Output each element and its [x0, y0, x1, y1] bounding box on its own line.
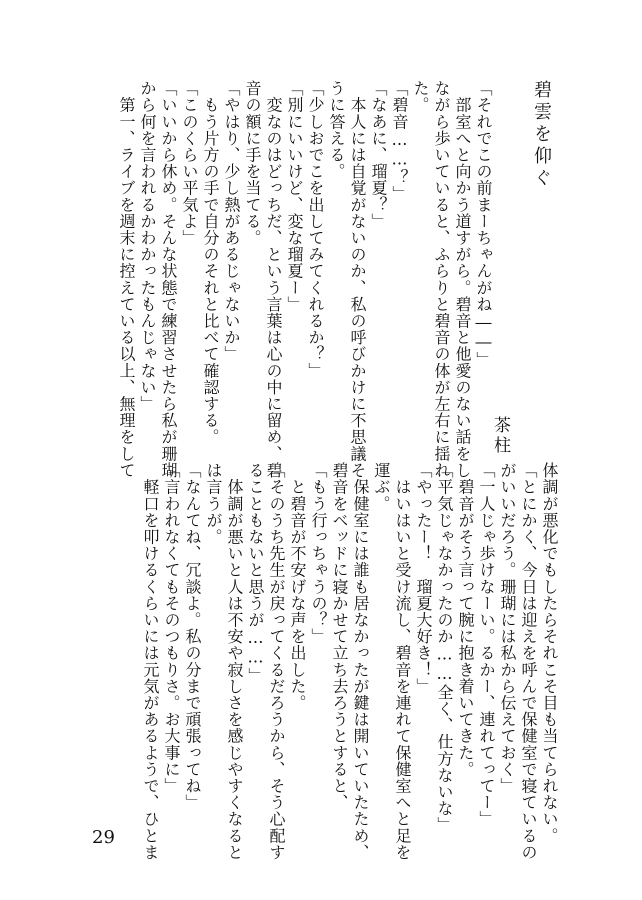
text-line: は言うが。	[204, 462, 223, 545]
text-line: 「そのうち先生が戻ってくるだろうから、そう心配す	[267, 462, 286, 861]
text-line: 運ぶ。	[372, 462, 391, 512]
text-line: はいはいと受け流し、碧音を連れて保健室へと足を	[393, 462, 412, 861]
text-line: 保健室には誰も居なかったが鍵は開いていたため、	[351, 462, 370, 861]
text-line: から何を言われるかわかったもんじゃない」	[138, 80, 157, 412]
text-line: 体調が悪いと人は不安や寂しさを感じやすくなると	[225, 462, 244, 861]
text-line: 部室へと向かう道すがら。碧音と他愛のない話をし	[453, 80, 472, 479]
upper-text-block	[96, 80, 494, 479]
page-number: 29	[92, 827, 115, 848]
text-line: た。	[411, 80, 430, 114]
author-name: 茶柱	[490, 416, 510, 456]
text-line: ながら歩いていると、ふらりと碧音の体が左右に揺れ	[432, 80, 451, 479]
text-line: 第一、ライブを週末に控えている以上、無理をして	[117, 80, 136, 479]
text-line: 「もう行っちゃうの？」	[309, 462, 328, 645]
text-line: もう片方の手で自分のそれと比べて確認する。	[201, 80, 220, 446]
text-line: 「言われなくてもそのつもりさ。お大事に」	[162, 462, 181, 794]
text-line: 「少しおでこを出してみてくれるか？」	[306, 80, 325, 379]
text-line: 軽口を叩けるくらいには元気があるようで、ひとま	[141, 462, 160, 861]
text-line: 「このくらい平気よ」	[180, 80, 199, 246]
story-title: 碧雲を仰ぐ	[531, 80, 552, 190]
text-line: がいいだろう。珊瑚には私から伝えておく」	[498, 462, 517, 794]
text-line: 体調が悪化でもしたらそれこそ目も当てられない。	[540, 462, 559, 844]
text-line: 音の額に手を当てる。	[243, 80, 262, 246]
text-line: 「それでこの前まーちゃんがね――」	[474, 80, 493, 369]
text-line: 本人には自覚がないのか、私の呼びかけに不思議そ	[348, 80, 367, 479]
text-line: 「碧音……？」	[390, 80, 409, 203]
text-line: 「やはり、少し熱があるじゃないか」	[222, 80, 241, 363]
text-line: 碧音がそう言って腕に抱き着いてきた。	[456, 462, 475, 778]
text-line: 「とにかく、今日は迎えを呼んで保健室で寝ているの	[519, 462, 538, 861]
text-line: 「いいから休め。そんな状態で練習させたら私が珊瑚	[159, 80, 178, 479]
text-line: 「一人じゃ歩けなーい。るかー、連れてってー」	[477, 462, 496, 828]
text-line: 「平気じゃなかったのか……全く、仕方ないな」	[435, 462, 454, 834]
text-line: 「やったー！ 瑠夏大好き！」	[414, 462, 433, 695]
text-line: ることもないと思うが……」	[246, 462, 265, 684]
text-line: 碧音をベッドに寝かせて立ち去ろうとすると、	[330, 462, 349, 811]
text-line: と碧音が不安げな声を出した。	[288, 462, 307, 711]
text-line: 「なあに、瑠夏？」	[369, 80, 388, 230]
text-line: 「別にいいけど、変な瑠夏ー」	[285, 80, 304, 313]
text-line: 変なのはどっちだ、という言葉は心の中に留め、碧	[264, 80, 283, 479]
text-line: 「なんてね、冗談よ。私の分まで頑張ってね」	[183, 462, 202, 811]
text-line: うに答える。	[327, 80, 346, 180]
